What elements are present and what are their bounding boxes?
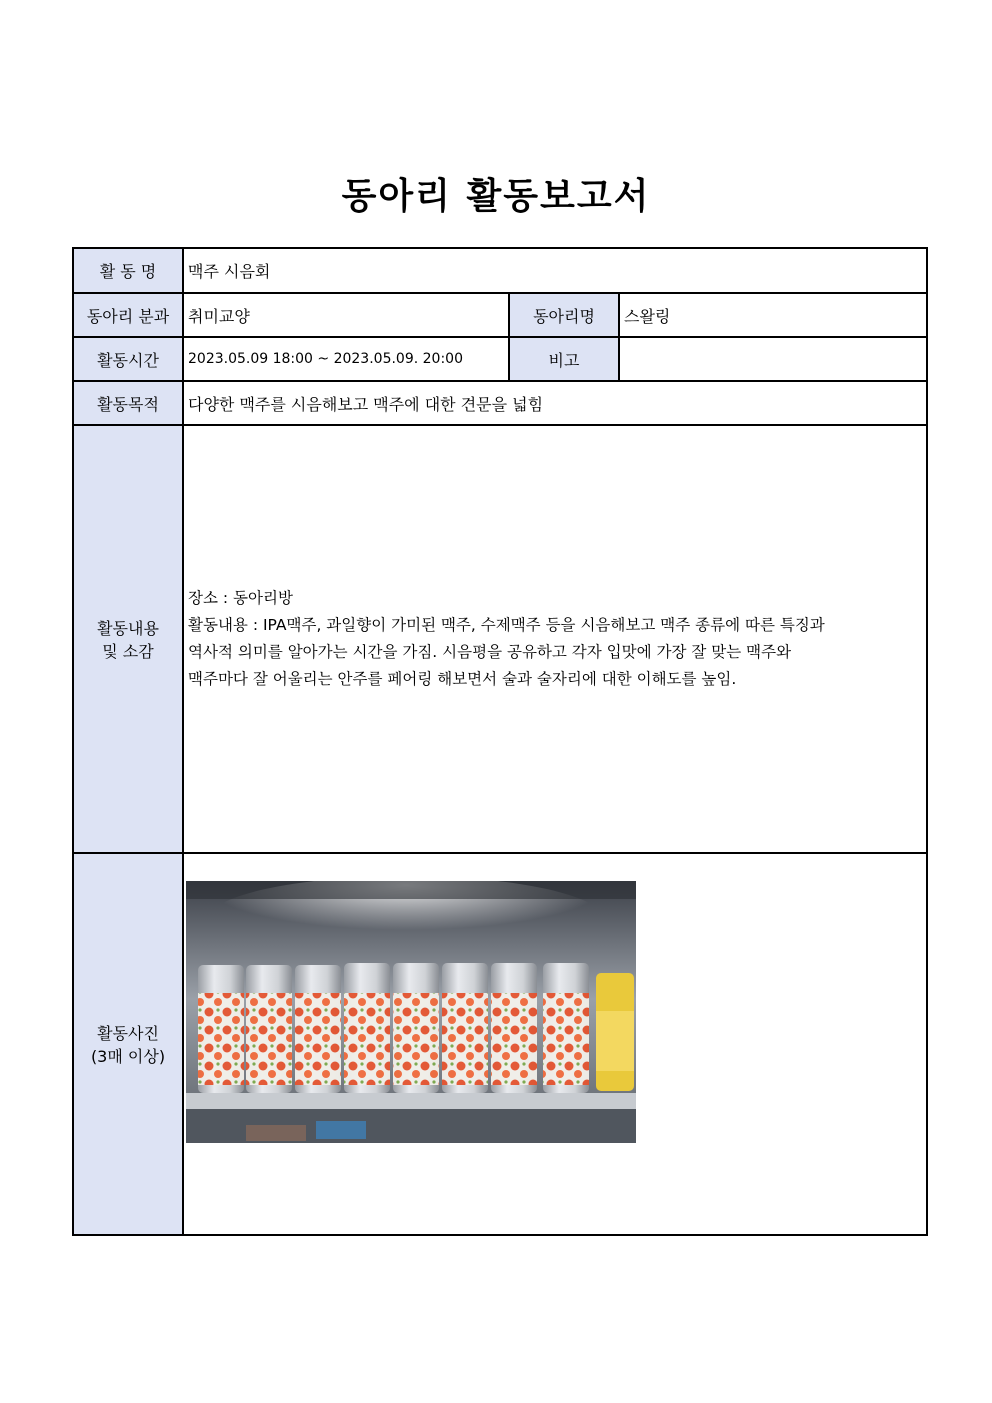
photo-cell [183, 853, 927, 1235]
photo-label-line1: 활동사진 [97, 1024, 159, 1043]
photo-label-line2: (3매 이상) [90, 1047, 166, 1066]
row-activity-time [73, 337, 927, 381]
content-label-line1: 활동내용 [97, 619, 159, 638]
content-line: 맥주마다 잘 어울리는 안주를 페어링 해보면서 술과 술자리에 대한 이해도를 높임. [188, 670, 737, 688]
page-title: 동아리 활동보고서 [341, 176, 651, 217]
club-category-label: 동아리 분과 [73, 293, 183, 337]
content-line: 역사적 의미를 알아가는 시간을 가짐. 시음평을 공유하고 각자 입맛에 가장 잘 맞는 맥주와 [188, 643, 792, 661]
row-photo [73, 853, 927, 1235]
content-value [183, 425, 927, 853]
club-name-label: 동아리명 [509, 293, 619, 337]
row-club-category [73, 293, 927, 337]
purpose-label: 활동목적 [73, 381, 183, 425]
activity-time-value: 2023.05.09 18:00 ~ 2023.05.09. 20:00 [183, 337, 509, 381]
content-label-line2: 및 소감 [102, 642, 154, 661]
purpose-value: 다양한 맥주를 시음해보고 맥주에 대한 견문을 넓힘 [183, 381, 927, 425]
club-name-value: 스왈링 [619, 293, 927, 337]
content-line: 활동내용 : IPA맥주, 과일향이 가미된 맥주, 수제맥주 등을 시음해보고 맥주 종류에 따른 특징과 [188, 616, 825, 634]
activity-time-label: 활동시간 [73, 337, 183, 381]
row-purpose [73, 381, 927, 425]
content-label [73, 425, 183, 853]
club-category-value: 취미교양 [183, 293, 509, 337]
activity-photo [186, 881, 636, 1143]
activity-name-value: 맥주 시음회 [183, 248, 927, 293]
activity-name-label: 활 동 명 [73, 248, 183, 293]
remarks-label: 비고 [509, 337, 619, 381]
row-activity-name [73, 248, 927, 293]
row-content [73, 425, 927, 853]
content-line: 장소 : 동아리방 [188, 589, 293, 607]
report-form [72, 247, 928, 1236]
remarks-value [619, 337, 927, 381]
photo-label [73, 853, 183, 1235]
